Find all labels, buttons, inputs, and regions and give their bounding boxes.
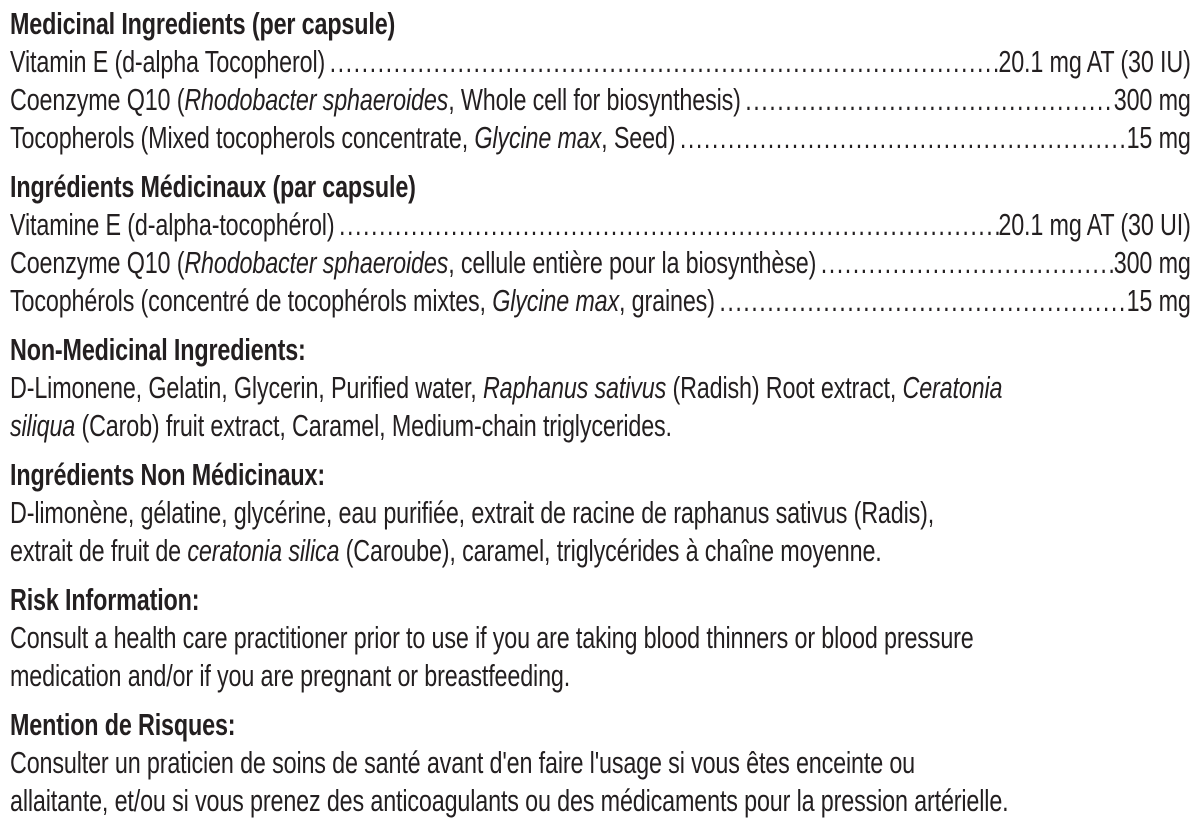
ingredient-row [10, 43, 1191, 81]
ingredient-amount: 20.1 mg AT (30 UI) [998, 207, 1191, 242]
paragraph-line [10, 619, 1191, 657]
dot-leader [715, 282, 1127, 320]
text-segment: Coenzyme Q10 ( [10, 245, 185, 280]
latin-name-italic: ceratonia silica [187, 533, 340, 568]
text-segment: extrait de fruit de [10, 533, 188, 568]
text-segment: D-Limonene, Gelatin, Glycerin, Purified water, [10, 370, 483, 405]
ingredient-amount: 20.1 mg AT (30 IU) [998, 44, 1191, 79]
section-heading: Mention de Risques: [10, 707, 236, 742]
section-heading: Non-Medicinal Ingredients: [10, 332, 306, 367]
dot-leader [816, 244, 1114, 282]
text-segment: Tocophérols (concentré de tocophérols mixtes, [10, 283, 493, 318]
text-segment: , Seed) [601, 120, 676, 155]
latin-name-italic: Glycine max [474, 120, 602, 155]
ingredient-name [10, 81, 741, 119]
text-segment: Consult a health care practitioner prior to use if you are taking blood thinners or blood pressure [10, 620, 974, 655]
latin-name-italic: Rhodobacter sphaeroides [184, 82, 449, 117]
section-heading: Medicinal Ingredients (per capsule) [10, 6, 396, 41]
ingredient-amount: 15 mg [1126, 120, 1191, 155]
text-segment: Vitamin E (d-alpha Tocopherol) [10, 44, 326, 79]
section-medicinal-en [10, 5, 1191, 157]
paragraph-line [10, 782, 1191, 820]
section-heading: Ingrédients Médicinaux (par capsule) [10, 169, 416, 204]
latin-name-italic: Ceratonia [902, 370, 1003, 405]
paragraph-line [10, 494, 1191, 532]
text-segment: (Caroube), caramel, triglycérides à chaîne moyenne. [339, 533, 882, 568]
section-risk-fr [10, 706, 1191, 820]
text-segment: , Whole cell for biosynthesis) [448, 82, 741, 117]
section-non-medicinal-en [10, 331, 1191, 445]
text-segment: allaitante, et/ou si vous prenez des anticoagulants ou des médicaments pour la pression artérielle. [10, 783, 1009, 818]
ingredient-amount: 300 mg [1113, 245, 1191, 280]
text-segment: Tocopherols (Mixed tocopherols concentrate, [10, 120, 475, 155]
ingredient-row [10, 282, 1191, 320]
text-segment: (Carob) fruit extract, Caramel, Medium-chain triglycerides. [75, 408, 672, 443]
latin-name-italic: Rhodobacter sphaeroides [184, 245, 449, 280]
ingredient-row [10, 119, 1191, 157]
text-segment: Coenzyme Q10 ( [10, 82, 185, 117]
section-medicinal-fr [10, 168, 1191, 320]
ingredient-row [10, 81, 1191, 119]
text-segment: (Radish) Root extract, [666, 370, 903, 405]
text-segment: , cellule entière pour la biosynthèse) [448, 245, 817, 280]
section-risk-en [10, 581, 1191, 695]
paragraph-line [10, 532, 1191, 570]
dot-leader [325, 43, 998, 81]
ingredient-amount: 15 mg [1126, 283, 1191, 318]
text-segment: , graines) [619, 283, 715, 318]
section-non-medicinal-fr [10, 456, 1191, 570]
ingredient-name [10, 206, 334, 244]
paragraph-line [10, 369, 1191, 407]
text-segment: Vitamine E (d-alpha-tocophérol) [10, 207, 335, 242]
text-segment: D-limonène, gélatine, glycérine, eau purifiée, extrait de racine de raphanus sativus (Radis), [10, 495, 935, 530]
latin-name-italic: Raphanus sativus [482, 370, 667, 405]
paragraph-line [10, 407, 1191, 445]
ingredient-row [10, 244, 1191, 282]
ingredient-row [10, 206, 1191, 244]
latin-name-italic: Glycine max [492, 283, 620, 318]
dot-leader [334, 206, 998, 244]
dot-leader [675, 119, 1126, 157]
ingredient-name [10, 244, 816, 282]
ingredient-name [10, 43, 325, 81]
paragraph-line [10, 744, 1191, 782]
ingredient-name [10, 282, 715, 320]
dot-leader [741, 81, 1114, 119]
text-segment: Consulter un praticien de soins de santé avant d'en faire l'usage si vous êtes enceinte ou [10, 745, 916, 780]
paragraph-line [10, 657, 1191, 695]
text-segment: medication and/or if you are pregnant or breastfeeding. [10, 658, 571, 693]
latin-name-italic: siliqua [10, 408, 76, 443]
section-heading: Ingrédients Non Médicinaux: [10, 457, 325, 492]
ingredient-amount: 300 mg [1113, 82, 1191, 117]
ingredient-name [10, 119, 675, 157]
label-document [10, 5, 1191, 820]
section-heading: Risk Information: [10, 582, 200, 617]
